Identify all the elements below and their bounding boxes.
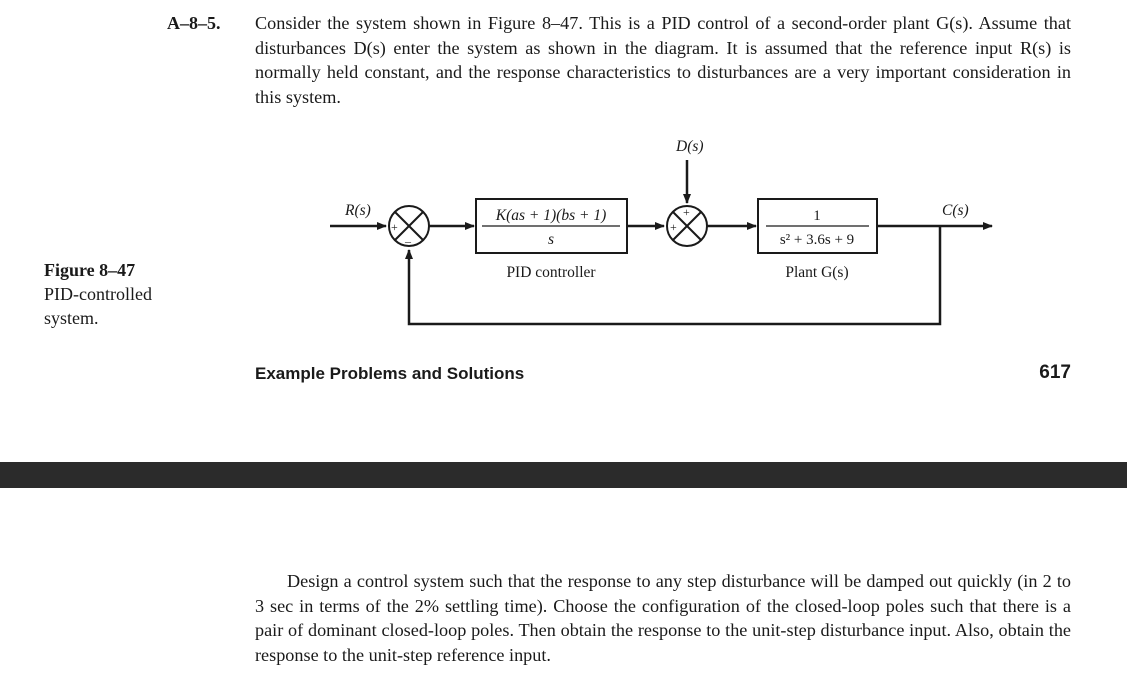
plant-numerator: 1 — [813, 208, 821, 224]
problem-number: A–8–5. — [167, 13, 221, 33]
controller-numerator: K(as + 1)(bs + 1) — [495, 207, 607, 224]
sum1-plus-sign: + — [391, 220, 398, 234]
page-divider — [0, 462, 1127, 488]
output-label: C(s) — [942, 202, 969, 219]
plant-denominator: s² + 3.6s + 9 — [779, 232, 855, 248]
page-number: 617 — [1039, 362, 1071, 383]
controller-denominator: s — [547, 231, 555, 248]
sum2-plus-sign-top: + — [683, 205, 690, 219]
section-title: Example Problems and Solutions — [255, 364, 525, 383]
sum2-plus-sign-left: + — [670, 220, 677, 234]
problem-statement: Consider the system shown in Figure 8–47. This is a PID control of a second-order plant G(s). Assume that disturbances D(s) enter the system as shown in the diagram. It is assumed that the reference input R(s) is normally held constant, and the response characteristics to disturbances are a very important consideration in this system. — [255, 13, 1071, 107]
figure-caption-text: PID-controlled system. — [44, 284, 152, 328]
sum1-minus-sign: – — [405, 234, 411, 248]
controller-label: PID controller — [506, 264, 596, 281]
input-label: R(s) — [345, 202, 371, 219]
figure-number: Figure 8–47 — [44, 260, 136, 280]
plant-label: Plant G(s) — [785, 264, 849, 281]
disturbance-label: D(s) — [676, 138, 704, 155]
continued-problem-text: Design a control system such that the response to any step disturbance will be damped out quickly (in 2 to 3 sec in terms of the 2% settling time). Choose the configuration of the closed-loop poles such that there is a pair of dominant closed-loop poles. Then obtain the response to the unit-step disturbance input. Also, obtain the response to the unit-step reference input. — [255, 571, 1071, 665]
